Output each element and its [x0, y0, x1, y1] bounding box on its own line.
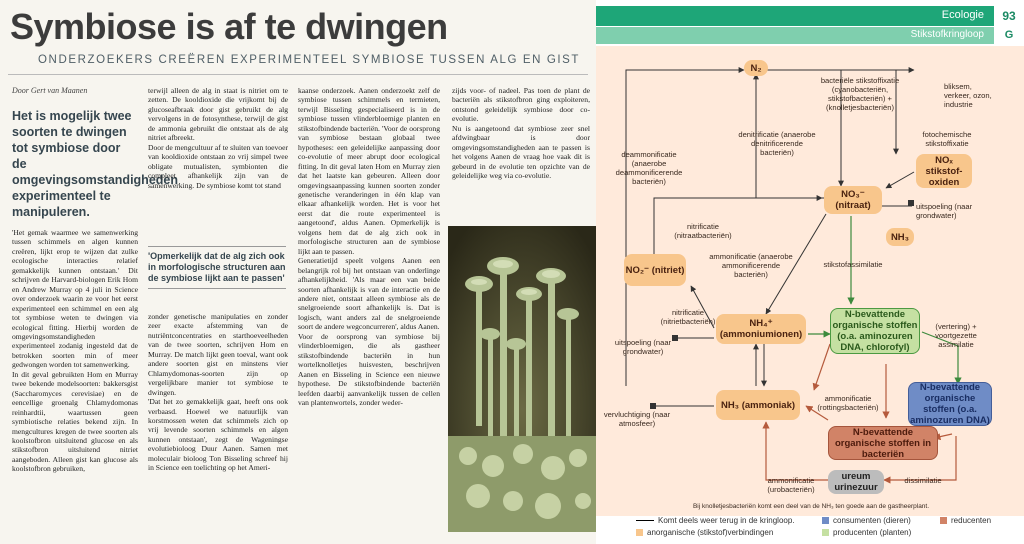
label-fixation: bacteriële stikstoffixatie (cyanobacteriën, stikstofbacteriën) + (knolletjesbacteriën) — [820, 76, 900, 112]
label-digestion: (vertering) + voortgezette assimilatie — [935, 322, 977, 349]
label-assimilation: stikstofassimilatie — [823, 260, 883, 269]
box-organic-plants: N-bevattende organische stoffen (o.a. aminozuren DNA, chlorofyl) — [830, 308, 920, 354]
label-lightning: bliksem, verkeer, ozon, industrie — [944, 82, 992, 109]
legend-inorganic — [636, 528, 773, 537]
box-nox: NOₓ stikstof-oxiden — [916, 154, 972, 188]
label-deammonification: deammonificatie (anaerobe deammonificerende bacteriën) — [615, 150, 683, 186]
legend-reducers — [940, 516, 991, 525]
lichen-illustration — [448, 226, 596, 532]
volatilization-marker — [650, 403, 656, 409]
box-organic-bacteria: N-bevattende organische stoffen in bacteriën — [828, 426, 938, 460]
diagram-footnote: Bij knolletjesbacteriën komt een deel van de NH₃ ten goede aan de gastheerplant. — [692, 503, 930, 510]
nitrogen-cycle-diagram — [596, 46, 1024, 516]
label-ammonification-anaerobe: ammonificatie (anaerobe ammonificerende bacteriën) — [709, 252, 793, 279]
pull-quote: 'Opmerkelijk dat de alg zich ook in morfologische structuren aan de symbiose lijkt aan te passen' — [148, 246, 286, 289]
section-letter: G — [994, 27, 1024, 44]
box-organic-consumers: N-bevattende organische stoffen (o.a. aminozuren DNA) — [908, 382, 992, 426]
box-nh3: NH₃ (ammoniak) — [716, 390, 800, 420]
label-photochem: fotochemische stikstoffixatie — [922, 130, 972, 148]
chapter-title: Ecologie — [941, 9, 984, 21]
label-ammonification-uro: ammonificatie (urobacteriën) — [767, 476, 815, 494]
label-ammonification-rot: ammonificatie (rottingsbacteriën) — [817, 394, 879, 412]
consumers-swatch-icon — [822, 517, 829, 524]
legend-producers-label: producenten (planten) — [833, 528, 912, 537]
article-column-1 — [12, 228, 138, 538]
section-header — [596, 27, 1024, 44]
arrow-nox-to-no3 — [886, 172, 914, 188]
label-volatilization: vervluchtiging (naar atmosfeer) — [603, 410, 671, 428]
box-nh3-small: NH₃ — [886, 228, 914, 246]
arrow-plants-to-nh3 — [814, 344, 830, 390]
article-title: Symbiose is af te dwingen — [10, 6, 448, 47]
label-leaching1: uitspoeling (naar grondwater) — [916, 202, 973, 220]
producers-swatch-icon — [822, 529, 829, 536]
label-dissimilation: dissimilatie — [904, 476, 942, 485]
legend-consumers-label: consumenten (dieren) — [833, 516, 911, 525]
article-column-4 — [452, 86, 590, 220]
box-nh4: NH₄⁺ (ammoniumionen) — [716, 314, 806, 344]
inorganic-swatch-icon — [636, 529, 643, 536]
lead-paragraph: Het is mogelijk twee soorten te dwingen tot symbiose door de omgevingsomstandigheden experimenteel te manipuleren. — [12, 109, 178, 219]
box-no3: NO₃⁻ (nitraat) — [824, 186, 882, 214]
section-title: Stikstofkringloop — [910, 29, 984, 40]
label-leaching2: uitspoeling (naar grondwater) — [614, 338, 672, 356]
lichen-photo — [448, 226, 596, 532]
legend-recycle-label: Komt deels weer terug in de kringloop. — [658, 516, 795, 525]
diagram-legend — [596, 496, 1024, 542]
article-subtitle: ONDERZOEKERS CREËREN EXPERIMENTEEL SYMBIOSE TUSSEN ALG EN GIST — [38, 54, 581, 66]
chapter-header — [596, 6, 1024, 26]
box-n2: N₂ — [744, 60, 768, 76]
label-denitrification: denitrificatie (anaerobe denitrificerende bacteriën) — [738, 130, 816, 157]
divider — [8, 74, 588, 75]
article-column-2b — [148, 312, 288, 538]
arrow-urea-to-nh3 — [766, 422, 828, 480]
legend-reducers-label: reducenten — [951, 516, 992, 525]
box-urea: ureum urinezuur — [828, 470, 884, 494]
article-column-2 — [148, 86, 288, 242]
label-nitrification2: nitrificatie (nitrietbacteriën) — [660, 308, 716, 326]
column-text: terwijl alleen de alg in staat is nitriet om te zetten. De kooldioxide die vrijkomt bij de glucoseafbraak door gist gebruikt de alg vervolgens in de fotosynthese, terwijl de gist de ammonia gebruikt die ontstaat als de alg nitriet afbreekt. Door de mengcultuur af te sluiten van toevoer van kooldioxide ontstaan zo vrij simpel twee obligate mutualisten, symbionten die compleet afhankelijk zijn van de samenwerking. De symbiose komt tot stand — [148, 86, 288, 190]
column-text: zijds voor- of nadeel. Pas toen de plant de bacteriën als stikstofbron ging exploiteren, ontstond geleidelijk symbiose door co-evolutie. Nu is aangetoond dat symbiose zeer snel afdwingbaar is door omgevingsomstandigheden aan te passen is het volgens Aanen de vraag hoe vaak dit is gebeurd in de evolutie ten opzichte van de geleidelijke weg via co-evolutie. — [452, 86, 590, 181]
legend-producers — [822, 528, 911, 537]
leach-marker-1 — [908, 200, 914, 206]
legend-inorganic-label: anorganische (stikstof)verbindingen — [647, 528, 774, 537]
page-number: 93 — [994, 6, 1024, 26]
column-text: 'Het gemak waarmee we samenwerking tussen schimmels en algen kunnen creëren, lijkt erop te wijzen dat zulke ecologische interacties relatief gemakkelijk kunnen ontstaan.' Dit schrijven de Harvard-biologen Erik Hom en Andrew Murray op 4 juli in Science over onderzoek waarin ze voor het eerst experimenteel een schimmel en een alg tot symbiose weten te dwingen via ecological fitting. Hierbij worden de omgevingsomstandigheden experimenteel zodanig ingesteld dat de betrokken soorten min of meer gedwongen worden tot samenwerking. In dit geval gebruikten Hom en Murray twee bekende modelsoorten: bakkersgist (Saccharomyces cerevisiae) en de eencellige groenalg Chlamydomonas reinhardtii, waartussen geen symbiotische relaties bekend zijn. In mengcultures kregen de twee soorten als koolstofbron uitsluitend glucose en als stikstofbron uitsluitend nitriet aangeboden. Alleen gist kan glucose als koolstofbron gebruiken, — [12, 228, 138, 474]
arrow-line-icon — [636, 520, 654, 521]
label-nitrification1: nitrificatie (nitraatbacteriën) — [674, 222, 732, 240]
column-text: kaanse onderzoek. Aanen onderzoekt zelf de symbiose tussen schimmels en termieten, terwijl Bisseling gespecialiseerd is in de symbiose tussen vlinderbloemige planten en stikstofbindende bacteriën. 'Voor de oorsprong van symbiose bestaan globaal twee hypotheses: een geleidelijke aanpassing door co-evolutie of meer abrupt door ecological fitting. In dit geval laten Hom en Murray zien dat het laatste kan gebeuren. Alleen door omgevingsaanpassing kunnen soorten zonder genetische veranderingen in één klap van elkaar afhankelijk worden. Het is voor het eerst dat die route experimenteel is aangetoond', aldus Aanen. Opmerkelijk is volgens hem dat de alg zich ook in morfologische structuren aan de symbiose lijkt aan te passen. Generatietijd speelt volgens Aanen een belangrijk rol bij het ontstaan van onderlinge afhankelijkheid. 'Als maar een van beide soorten afhankelijk is van de interactie en de andere niet, ontstaat alleen symbiose als de snelgroeiende soort afhankelijk is. Dat is logisch, want anders zal de snelgroeiende soort de andere wegconcurreren', aldus Aanen. Voor de oorsprong van symbiose bij vlinderbloemigen, die als gastheer stikstofbindende bacteriën in hun wortelknolletjes huisvesten, beschrijven Aanen en Bisseling in Science een nieuwe hypothese. De stikstofbindende bacteriën leefden daarbij aanvankelijk tussen de cellen van plantenwortels, zonder weder- — [298, 86, 440, 407]
box-no2: NO₂⁻ (nitriet) — [624, 254, 686, 286]
reducers-swatch-icon — [940, 517, 947, 524]
column-text: zonder genetische manipulaties en zonder zeer exacte afstemming van de nutriëntconcentraties en starthoeveelheden van de twee soorten, schrijven Hom en Murray. De match lijkt geen toeval, want ook andere soorten gist en minstens vier Chlamydomonas-soorten zijn op vergelijkbare manier tot symbiose te dwingen. 'Dat het zo gemakkelijk gaat, heeft ons ook verbaasd. Hoewel we natuurlijk van korstmossen weten dat schimmels zich op vrij levende soorten schimmels en algen kunnen ontstaan', zegt de Wageningse evolutiebioloog Duur Aanen. Samen met moleculair bioloog Ton Bisseling schreef hij in Science een toelichting op het Ameri- — [148, 312, 288, 473]
article-column-3 — [298, 86, 440, 538]
byline: Door Gert van Maanen — [12, 86, 88, 95]
nitrogen-cycle-page — [596, 0, 1024, 544]
legend-recycle — [636, 516, 795, 525]
legend-consumers — [822, 516, 911, 525]
